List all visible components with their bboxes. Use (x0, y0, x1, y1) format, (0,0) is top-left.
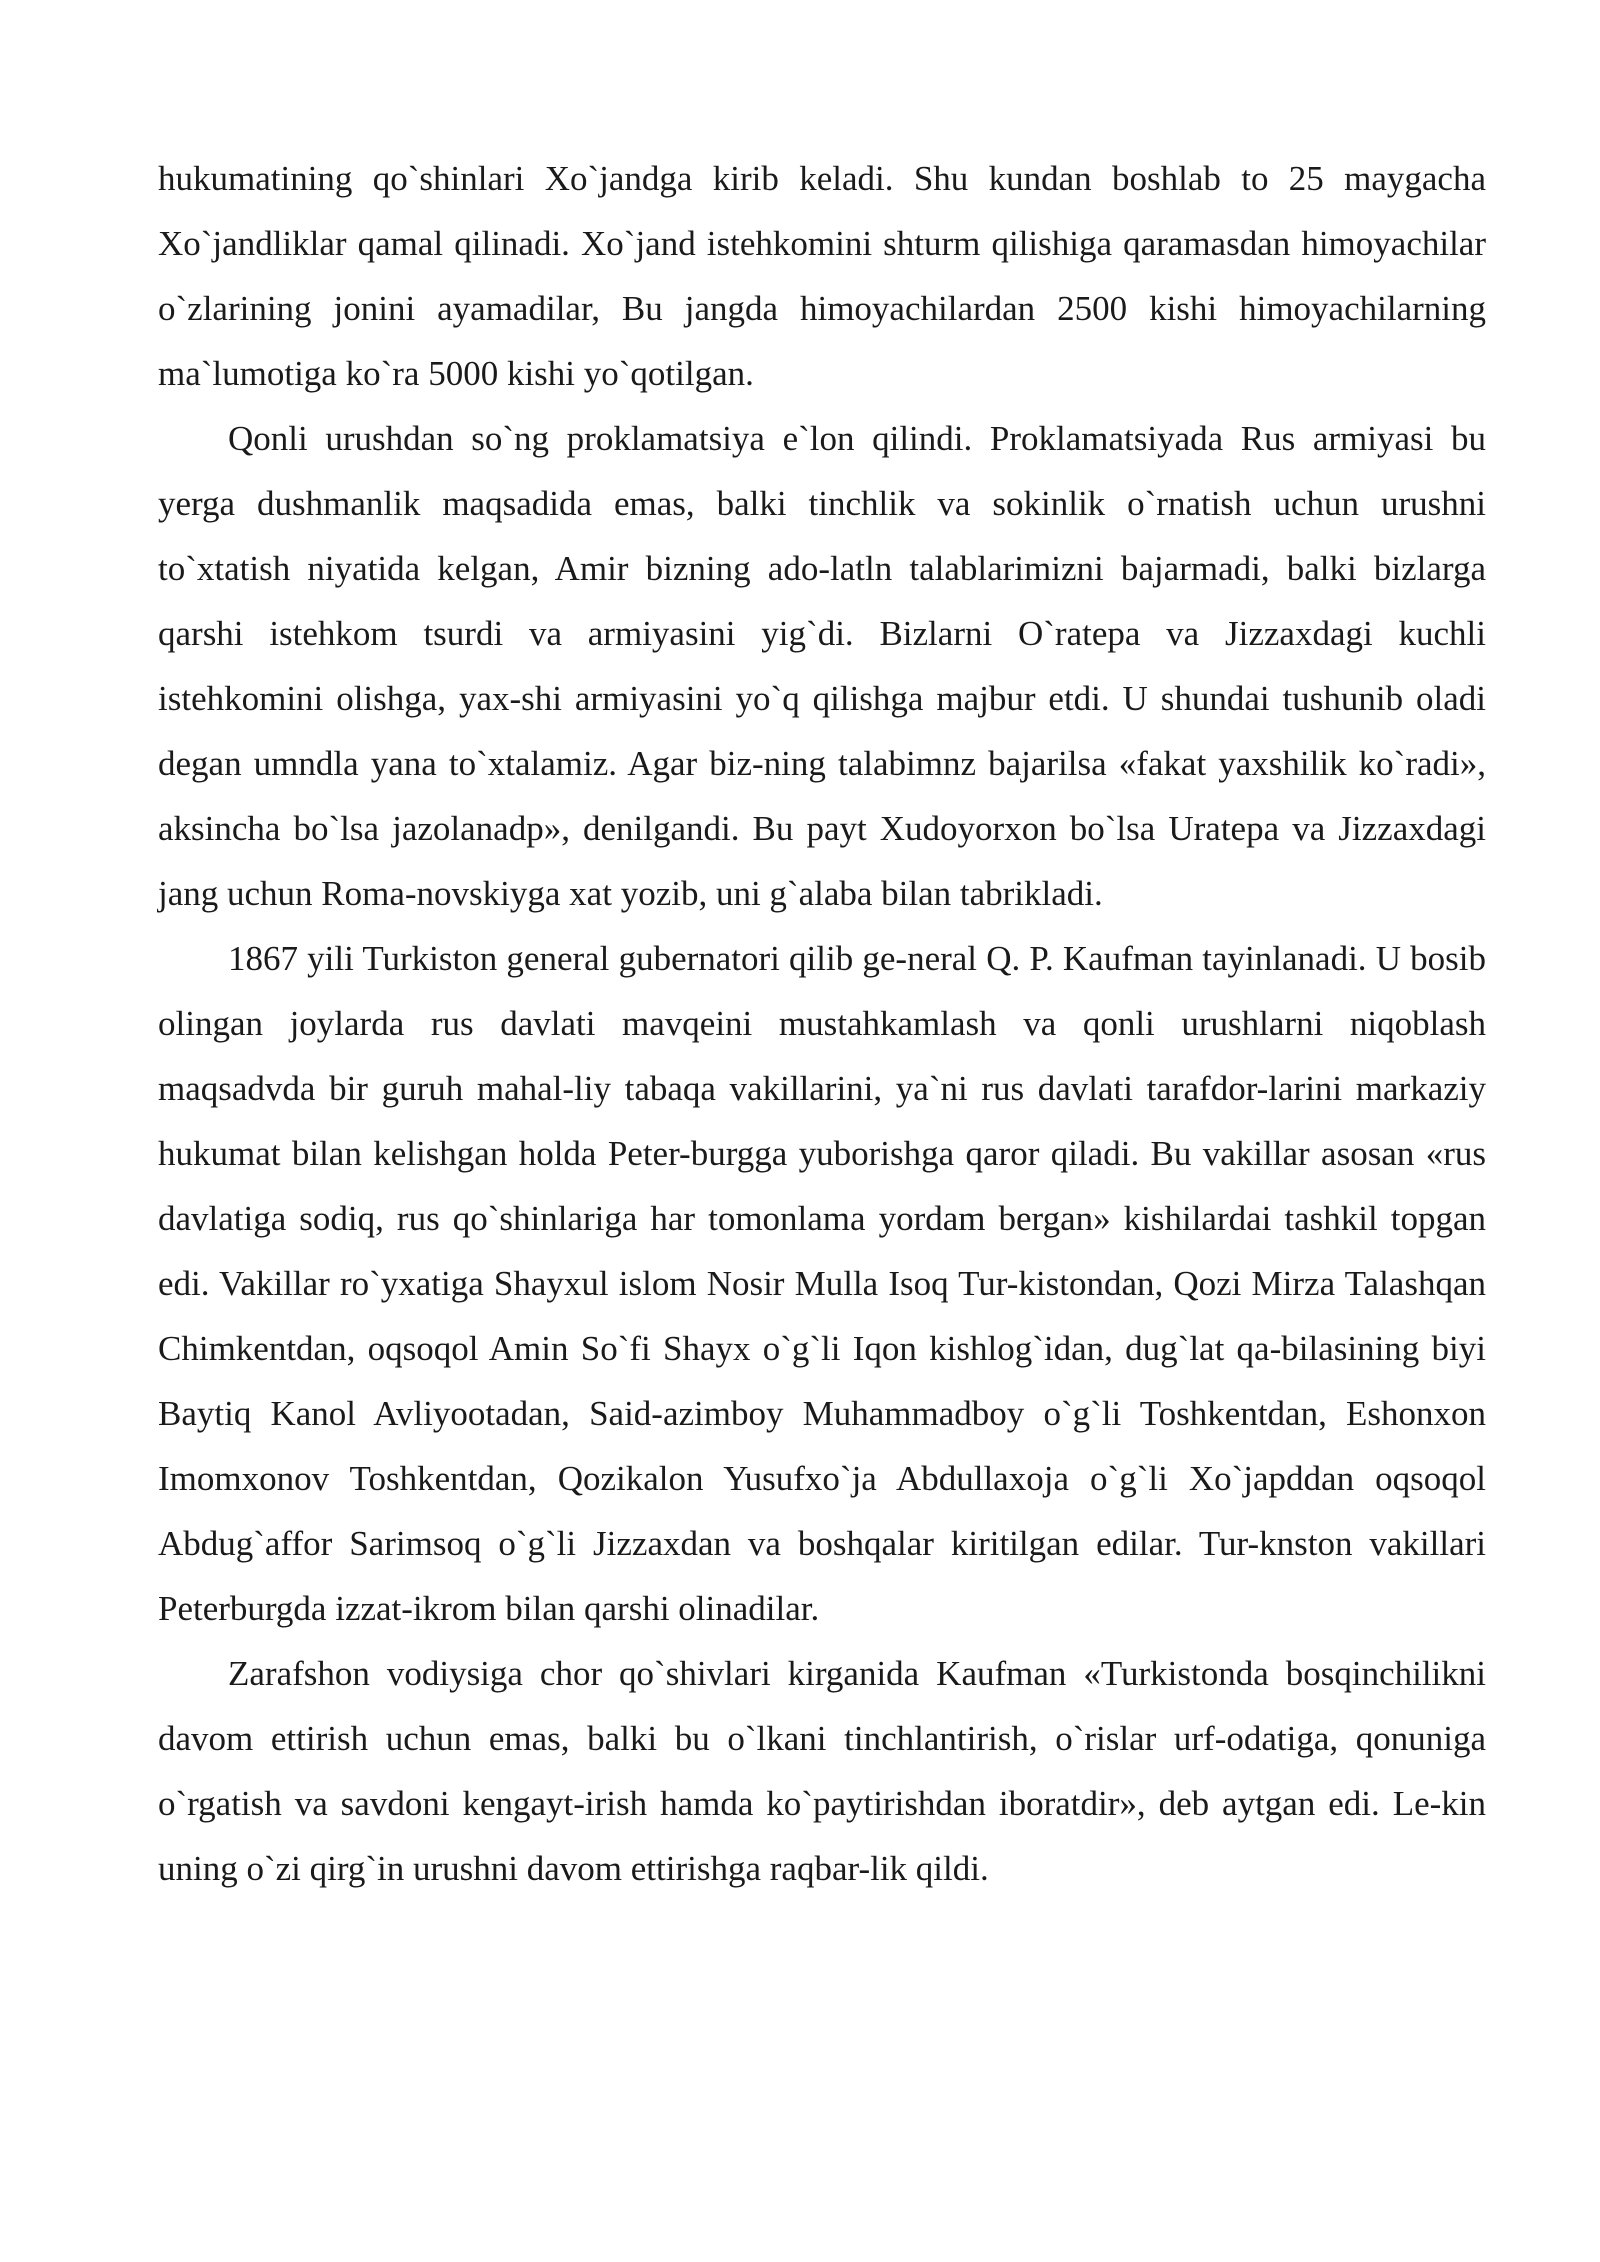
document-page (158, 146, 1486, 1901)
paragraph-2: Qonli urushdan so`ng proklamatsiya e`lon qilindi. Proklamatsiyada Rus armiyasi bu yerga dushmanlik maqsadida emas, balki tinchlik va sokinlik o`rnatish uchun urushni to`xtatish niyatida kelgan, Amir bizning ado-latln talablarimizni bajarmadi, balki bizlarga qarshi istehkom tsurdi va armiyasini yig`di. Bizlarni O`ratepa va Jizzaxdagi kuchli istehkomini olishga, yax-shi armiyasini yo`q qilishga majbur etdi. U shundai tushunib oladi degan umndla yana to`xtalamiz. Agar biz-ning talabimnz bajarilsa «fakat yaxshilik ko`radi», aksincha bo`lsa jazolanadp», denilgandi. Bu payt Xudoyorxon bo`lsa Uratepa va Jizzaxdagi jang uchun Roma-novskiyga xat yozib, uni g`alaba bilan tabrikladi. (158, 419, 1486, 913)
paragraph-1: hukumatining qo`shinlari Xo`jandga kirib keladi. Shu kundan boshlab to 25 maygacha Xo`jandliklar qamal qilinadi. Xo`jand istehkomini shturm qilishiga qaramasdan himoyachilar o`zlarining jonini ayamadilar, Bu jangda himoyachilardan 2500 kishi himoyachilarning ma`lumotiga ko`ra 5000 kishi yo`qotilgan. (158, 159, 1486, 393)
paragraph-3: 1867 yili Turkiston general gubernatori qilib ge-neral Q. P. Kaufman tayinlanadi. U bosib olingan joylarda rus davlati mavqeini mustahkamlash va qonli urushlarni niqoblash maqsadvda bir guruh mahal-liy tabaqa vakillarini, ya`ni rus davlati tarafdor-larini markaziy hukumat bilan kelishgan holda Peter-burgga yuborishga qaror qiladi. Bu vakillar asosan «rus davlatiga sodiq, rus qo`shinlariga har tomonlama yordam bergan» kishilardai tashkil topgan edi. Vakillar ro`yxatiga Shayxul islom Nosir Mulla Isoq Tur-kistondan, Qozi Mirza Talashqan Chimkentdan, oqsoqol Amin So`fi Shayx o`g`li Iqon kishlog`idan, dug`lat qa-bilasining biyi Baytiq Kanol Avliyootadan, Said-azimboy Muhammadboy o`g`li Toshkentdan, Eshonxon Imomxonov Toshkentdan, Qozikalon Yusufxo`ja Abdullaxoja o`g`li Xo`japddan oqsoqol Abdug`affor Sarimsoq o`g`li Jizzaxdan va boshqalar kiritilgan edilar. Tur-knston vakillari Peterburgda izzat-ikrom bilan qarshi olinadilar. (158, 939, 1486, 1628)
paragraph-4: Zarafshon vodiysiga chor qo`shivlari kirganida Kaufman «Turkistonda bosqinchilikni davom ettirish uchun emas, balki bu o`lkani tinchlantirish, o`rislar urf-odatiga, qonuniga o`rgatish va savdoni kengayt-irish hamda ko`paytirishdan iboratdir», deb aytgan edi. Le-kin uning o`zi qirg`in urushni davom ettirishga raqbar-lik qildi. (158, 1654, 1486, 1888)
